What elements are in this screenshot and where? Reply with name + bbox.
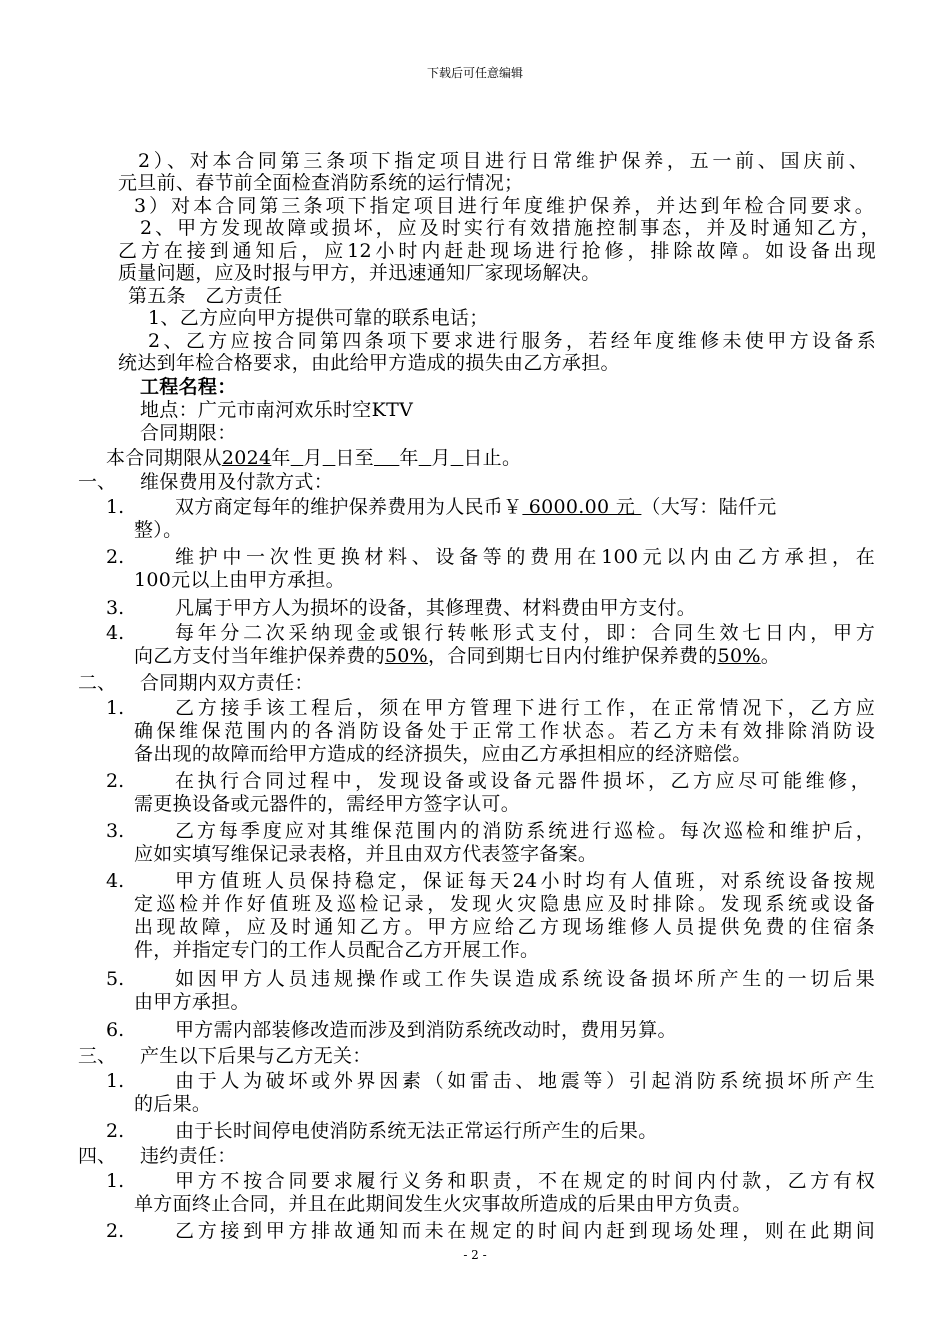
item-line: 维护中一次性更换材料、设备等的费用在100元以内由乙方承担，在	[175, 546, 875, 568]
item-line	[175, 496, 777, 518]
blank-field	[291, 447, 304, 469]
intro-line: 元旦前、春节前全面检查消防系统的运行情况；	[118, 172, 524, 194]
intro-line: 3）对本合同第三条项下指定项目进行年度维护保养，并达到年检合同要求。	[134, 195, 874, 217]
intro-line: 2、乙方应按合同第四条项下要求进行服务，若经年度维修未使甲方设备系	[148, 330, 876, 352]
item-line: 由于长时间停电使消防系统无法正常运行所产生的后果。	[175, 1120, 658, 1142]
item-number: 6.	[106, 1019, 125, 1041]
item-line: 需更换设备或元器件的，需经甲方签字认可。	[134, 793, 521, 815]
item-text: 。	[760, 645, 781, 667]
project-name-label: 工程名程：	[140, 376, 237, 398]
contract-term-label: 合同期限：	[140, 422, 237, 444]
section-number: 三、	[78, 1045, 117, 1067]
item-number: 2.	[106, 1220, 125, 1242]
item-number: 1.	[106, 697, 125, 719]
blank-field	[374, 447, 399, 469]
page-number: - 2 -	[463, 1248, 487, 1262]
item-line: 出现故障，应及时通知乙方。甲方应给乙方现场维修人员提供免费的住宿条	[134, 916, 875, 938]
item-line: 在执行合同过程中，发现设备或设备元器件损坏，乙方应尽可能维修，	[175, 770, 870, 792]
item-line: 100元以上由甲方承担。	[134, 569, 345, 591]
item-line: 确保维保范围内的各消防设备处于正常工作状态。若乙方未有效排除消防设	[134, 720, 875, 742]
item-line: 乙方接到甲方排故通知而未在规定的时间内赶到现场处理，则在此期间	[175, 1220, 875, 1242]
intro-line: 1、乙方应向甲方提供可靠的联系电话；	[148, 307, 489, 329]
item-line	[134, 645, 780, 667]
blank-field	[419, 447, 432, 469]
article-heading: 第五条 乙方责任	[128, 285, 283, 307]
item-line: 定巡检并作好值班及巡检记录，发现火灾隐患应及时排除。发现系统或设备	[134, 893, 875, 915]
payment-percent: 50%	[717, 645, 761, 667]
item-line: 由甲方承担。	[134, 991, 250, 1013]
term-text: 日止。	[463, 447, 522, 469]
item-number: 2.	[106, 1120, 125, 1142]
section-title: 产生以下后果与乙方无关：	[140, 1045, 372, 1067]
item-line: 甲方需内部装修改造而涉及到消防系统改动时，费用另算。	[175, 1019, 677, 1041]
term-text: 年	[271, 447, 291, 469]
section-title: 合同期内双方责任：	[140, 672, 314, 694]
item-number: 1.	[106, 1170, 125, 1192]
blank-field	[323, 447, 336, 469]
item-line: 每年分二次采纳现金或银行转帐形式支付，即：合同生效七日内，甲方	[175, 622, 875, 644]
intro-line: 统达到年检合格要求，由此给甲方造成的损失由乙方承担。	[118, 352, 620, 374]
section-number: 四、	[78, 1145, 117, 1167]
item-text: 向乙方支付当年维护保养费的	[134, 645, 385, 667]
project-location: 地点：广元市南河欢乐时空KTV	[140, 399, 414, 421]
term-prefix: 本合同期限从	[106, 447, 222, 469]
intro-line: 乙方在接到通知后，应12小时内赶赴现场进行抢修，排除故障。如设备出现	[118, 240, 876, 262]
item-text: 双方商定每年的维护保养费用为人民币￥	[175, 496, 523, 518]
payment-percent: 50%	[384, 645, 429, 667]
item-line: 如因甲方人员违规操作或工作失误造成系统设备损坏所产生的一切后果	[175, 968, 875, 990]
section-number: 一、	[78, 471, 117, 493]
item-number: 3.	[106, 597, 125, 619]
item-line: 甲方值班人员保持稳定，保证每天24小时均有人值班，对系统设备按规	[175, 870, 875, 892]
item-number: 2.	[106, 546, 125, 568]
item-number: 1.	[106, 496, 125, 518]
intro-line: 2）、对本合同第三条项下指定项目进行日常维护保养，五一前、国庆前、	[138, 150, 868, 172]
term-text: 年	[399, 447, 419, 469]
item-line: 乙方每季度应对其维保范围内的消防系统进行巡检。每次巡检和维护后，	[175, 820, 875, 842]
fee-amount: 6000.00 元	[522, 496, 642, 518]
item-text: ，合同到期七日内付维护保养费的	[428, 645, 718, 667]
section-title: 违约责任：	[140, 1145, 237, 1167]
term-text: 月	[303, 447, 323, 469]
term-text: 月	[431, 447, 451, 469]
item-number: 5.	[106, 968, 125, 990]
item-line: 的后果。	[134, 1093, 212, 1115]
term-start-year: 2024	[221, 447, 272, 469]
intro-line: 质量问题，应及时报与甲方，并迅速通知厂家现场解决。	[118, 262, 601, 284]
item-line: 凡属于甲方人为损坏的设备，其修理费、材料费由甲方支付。	[175, 597, 697, 619]
page-header: 下载后可任意编辑	[426, 66, 523, 80]
contract-term-line	[106, 447, 521, 469]
section-number: 二、	[78, 672, 117, 694]
item-text: （大写：陆仟元	[641, 496, 777, 518]
item-line: 件，并指定专门的工作人员配合乙方开展工作。	[134, 939, 540, 961]
item-line: 备出现的故障而给甲方造成的经济损失，应由乙方承担相应的经济赔偿。	[134, 743, 752, 765]
item-line: 应如实填写维保记录表格，并且由双方代表签字备案。	[134, 843, 598, 865]
item-line: 由于人为破坏或外界因素（如雷击、地震等）引起消防系统损坏所产生	[175, 1070, 875, 1092]
item-line: 乙方接手该工程后，须在甲方管理下进行工作，在正常情况下，乙方应	[175, 697, 875, 719]
item-line: 甲方不按合同要求履行义务和职责，不在规定的时间内付款，乙方有权	[175, 1170, 875, 1192]
item-line: 整）。	[134, 519, 183, 541]
blank-field	[451, 447, 464, 469]
item-number: 4.	[106, 622, 125, 644]
item-line: 单方面终止合同，并且在此期间发生火灾事故所造成的后果由甲方负责。	[134, 1193, 752, 1215]
item-number: 3.	[106, 820, 125, 842]
item-number: 4.	[106, 870, 125, 892]
term-text: 日至	[335, 447, 374, 469]
item-number: 1.	[106, 1070, 125, 1092]
item-number: 2.	[106, 770, 125, 792]
section-title: 维保费用及付款方式：	[140, 471, 334, 493]
intro-line: 2、甲方发现故障或损坏，应及时实行有效措施控制事态，并及时通知乙方，	[140, 217, 880, 239]
